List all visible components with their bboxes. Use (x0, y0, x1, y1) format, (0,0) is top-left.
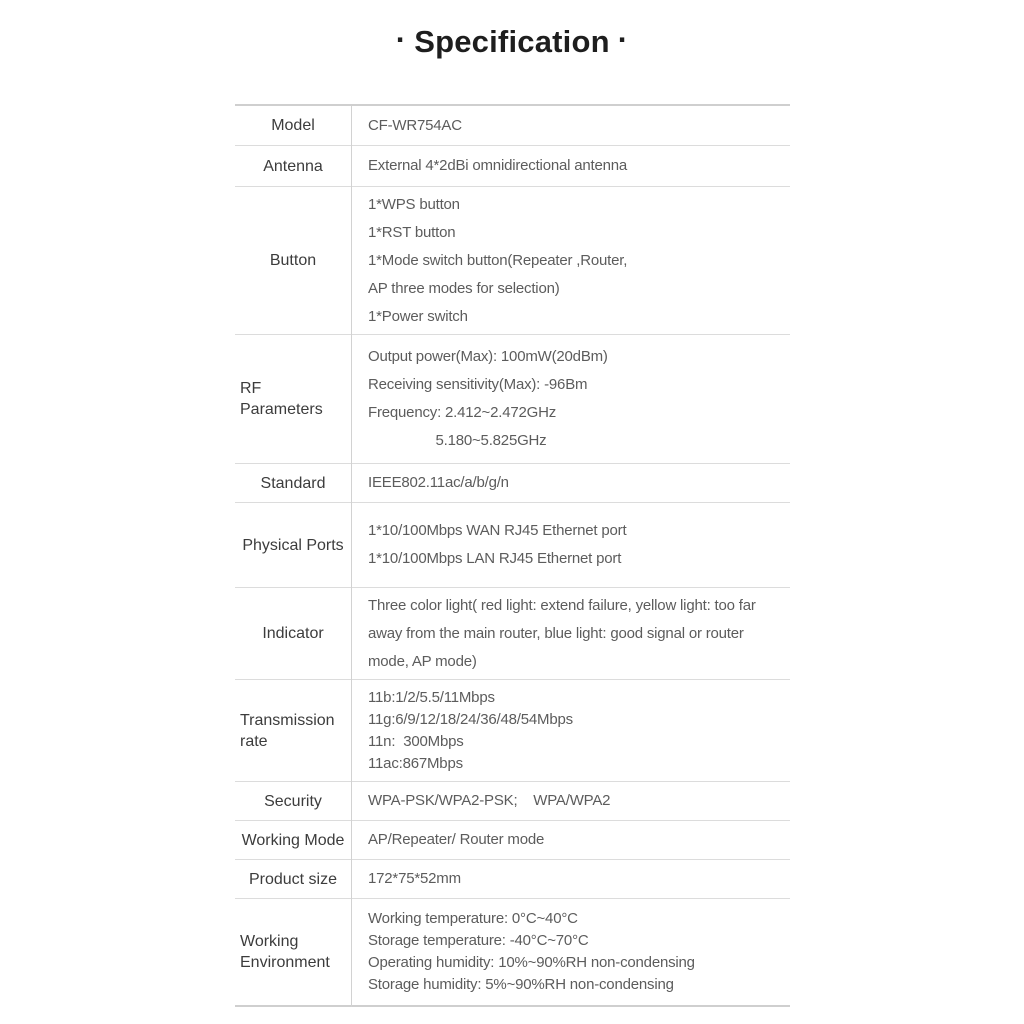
value-line: Frequency: 2.412~2.472GHz (368, 404, 557, 421)
value-line: 1*Mode switch button(Repeater ,Router, (368, 251, 628, 269)
row-label-cell (235, 899, 351, 1005)
row-label: Standard (260, 474, 326, 492)
table-row-working-mode (235, 821, 790, 860)
table-row-product-size (235, 860, 790, 899)
row-label: Transmission rate (240, 711, 335, 750)
value-line: IEEE802.11ac/a/b/g/n (368, 474, 509, 491)
row-label-cell (235, 335, 351, 463)
title-text: Specification (414, 24, 610, 59)
row-value-cell (351, 106, 790, 145)
page-title (0, 24, 1024, 60)
value-line: 1*10/100Mbps WAN RJ45 Ethernet port (368, 522, 627, 539)
value-line: AP/Repeater/ Router mode (368, 831, 545, 848)
value-line: AP three modes for selection) (368, 279, 560, 297)
row-label: Working Mode (241, 831, 345, 849)
value-line: 11ac:867Mbps (368, 754, 463, 772)
row-value-cell (351, 146, 790, 186)
value-line: Storage humidity: 5%~90%RH non-condensing (368, 976, 674, 993)
table-row-physical-ports (235, 503, 790, 588)
row-value-cell (351, 464, 790, 502)
value-line: WPA-PSK/WPA2-PSK; WPA/WPA2 (368, 792, 611, 809)
row-label: Indicator (262, 625, 324, 642)
value-line: 11g:6/9/12/18/24/36/48/54Mbps (368, 710, 573, 728)
value-line: Storage temperature: -40°C~70°C (368, 932, 589, 949)
table-row-model (235, 106, 790, 146)
value-line: 1*10/100Mbps LAN RJ45 Ethernet port (368, 550, 622, 567)
value-line: Working temperature: 0°C~40°C (368, 910, 578, 927)
row-value-cell (351, 588, 790, 679)
value-line: 5.180~5.825GHz (368, 432, 547, 449)
value-line: 1*Power switch (368, 307, 468, 325)
value-line: Operating humidity: 10%~90%RH non-condensing (368, 954, 695, 971)
row-label: Antenna (263, 157, 323, 175)
row-label-cell (235, 860, 351, 898)
row-value-cell (351, 899, 790, 1005)
row-label-cell (235, 106, 351, 145)
table-row-security (235, 782, 790, 821)
row-value-cell (351, 860, 790, 898)
row-label: RF Parameters (240, 380, 323, 418)
row-label: Product size (248, 870, 338, 888)
row-value-cell (351, 782, 790, 820)
table-row-standard (235, 464, 790, 503)
table-row-antenna (235, 146, 790, 187)
table-row-working-environment (235, 899, 790, 1007)
row-label-cell (235, 187, 351, 334)
row-label: Working Environment (240, 933, 330, 971)
title-left-dot-icon: · (395, 22, 407, 57)
row-label-cell (235, 503, 351, 587)
value-line: 11b:1/2/5.5/11Mbps (368, 688, 495, 706)
row-label: Model (271, 117, 315, 134)
row-label: Button (269, 252, 317, 269)
value-line: 1*RST button (368, 223, 456, 241)
table-row-transmission-rate (235, 680, 790, 782)
title-right-dot-icon: · (617, 22, 629, 57)
specification-table (235, 104, 790, 1007)
value-line: CF-WR754AC (368, 116, 462, 134)
value-line: Output power(Max): 100mW(20dBm) (368, 348, 608, 365)
column-divider (351, 106, 352, 1007)
row-label-cell (235, 680, 351, 781)
row-label-cell (235, 782, 351, 820)
row-value-cell (351, 680, 790, 781)
table-row-indicator (235, 588, 790, 680)
row-value-cell (351, 187, 790, 334)
value-line: Receiving sensitivity(Max): -96Bm (368, 376, 588, 393)
value-line: 172*75*52mm (368, 870, 461, 887)
row-label-cell (235, 588, 351, 679)
value-line: 1*WPS button (368, 195, 460, 213)
value-line: External 4*2dBi omnidirectional antenna (368, 157, 628, 174)
row-label-cell (235, 821, 351, 859)
value-line: Three color light( red light: extend failure, yellow light: too far away from the main router, blue light: good signal or router mode, AP mode) (368, 596, 760, 670)
row-label-cell (235, 464, 351, 502)
table-row-rf-parameters (235, 335, 790, 464)
row-label-cell (235, 146, 351, 186)
table-row-button (235, 187, 790, 335)
row-label: Physical Ports (242, 536, 344, 554)
row-value-cell (351, 821, 790, 859)
row-value-cell (351, 335, 790, 463)
row-label: Security (264, 792, 322, 810)
value-line: 11n: 300Mbps (368, 732, 464, 750)
row-value-cell (351, 503, 790, 587)
